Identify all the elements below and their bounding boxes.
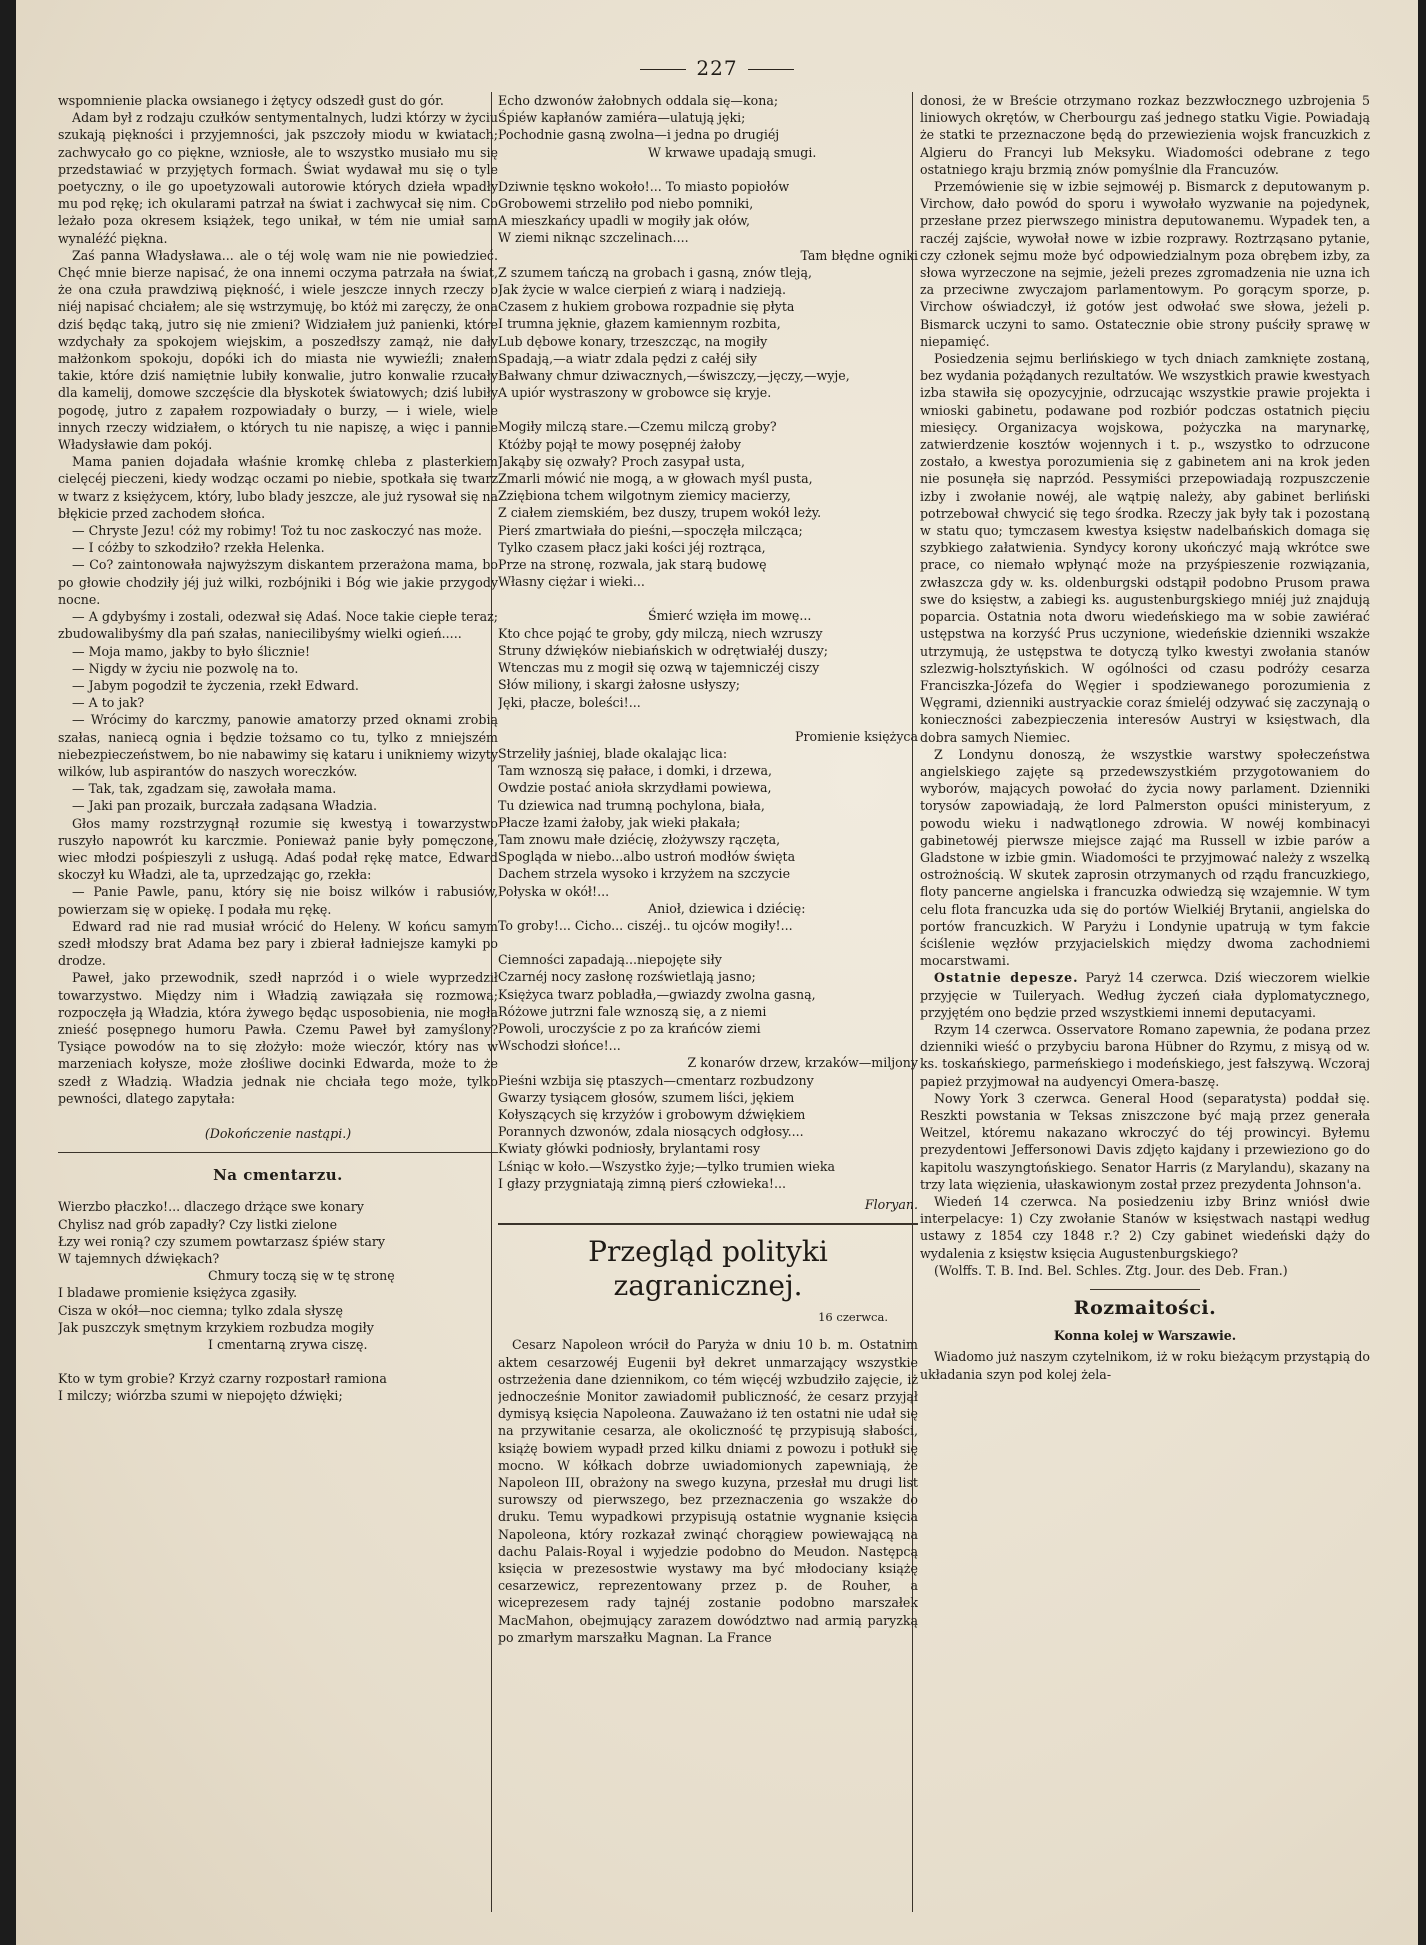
verse-line: Gwarzy tysiącem głosów, szumem liści, jękiem [498,1089,795,1105]
verse-line: To groby!... Cicho... ciszéj.. tu ojców mogiły!... [498,917,793,933]
verse-line: Wtenczas mu z mogił się ozwą w tajemniczéj ciszy [498,660,820,676]
verse-line: Tylko czasem płacz jaki kości jéj roztrąca, [498,539,766,555]
verse-line: Jęki, płacze, boleści!... [498,694,641,710]
dispatches-label: Ostatnie depesze. [934,970,1079,986]
verse-line: Słów miliony, i skargi żałosne usłyszy; [498,677,741,693]
verse-line: Tu dziewica nad trumną pochylona, biała, [498,797,765,813]
verse-line: Bałwany chmur dziwacznych,—świszczy,—jęczy,—wyje, [498,368,850,384]
verse-line: Chylisz nad grób zapadły? Czy listki zielone [58,1216,338,1232]
verse-line: Śpiéw kapłanów zamiéra—ulatują jęki; [498,110,746,126]
verse-line: Z konarów drzew, krzaków—miljony [687,1055,918,1071]
verse-line: Mogiły milczą stare.—Czemu milczą groby? [498,419,777,435]
verse-line: W krwawe upadają smugi. [648,144,817,160]
paragraph: — I cóżby to szkodziło? rzekła Helenka. [72,540,325,556]
page-number-text: 227 [696,56,738,80]
verse-line: Tam błędne ogniki [800,247,918,263]
verse-line: Z ciałem ziemskiém, bez duszy, trupem wokół leży. [498,505,822,521]
verse-line: Cisza w okół—noc ciemna; tylko zdala słyszę [58,1302,343,1318]
paragraph: Edward rad nie rad musiał wrócić do Heleny. W końcu samym szedł młodszy brat Adama bez pary i zbierał ładniejsze kamyki po drodze. [58,918,498,969]
verse-line: Lub dębowe konary, trzeszcząc, na mogiły [498,333,768,349]
verse-line: Spadają,—a wiatr zdala pędzi z całéj siły [498,350,758,366]
verse-line: Któżby pojął te mowy posępnéj żałoby [498,436,742,452]
stanza [498,418,918,590]
verse-line: W tajemnych dźwiękach? [58,1251,220,1266]
verse-line: Wschodzi słońce!... [498,1038,621,1054]
paragraph: Przemówienie się w izbie sejmowéj p. Bismarck z deputowanym p. Virchow, dało powód do sporu i wywołało wyzwanie na pojedynek, przesłane przez pierwszego ministra deputowanemu. Wypadek ten, a raczéj zajście, wywołał nowe w izbie rozprawy. Roztrząsano pytanie, czy członek sejmu może być odpowiedzialnym poza obrębem izby, za słowa wyrzeczone na sejmie, jeżeli prezes zgromadzenia nie uzna ich za przeciwne zwyczajom parlamentowym. Po gorącym sporze, p. Virchow oświadczył, iż gotów jest odwołać swe słowa, jeżeli p. Bismarck uczyni to samo. Ostatecznie obie strony puściły sprawę w niepamięć. [920,179,1370,349]
verse-line: Tam znowu małe dziécię, złożywszy rączęta, [498,831,781,847]
verse-line: I głazy przygniatają zimną pierś człowieka!... [498,1175,786,1191]
verse-line: Kto chce pojąć te groby, gdy milczą, niech wzruszy [498,625,823,641]
section-divider [1090,1289,1200,1290]
verse-line: Śmierć wzięła im mowę... [648,608,812,624]
section-divider [498,1223,918,1225]
verse-line: A mieszkańcy upadli w mogiły jak ołów, [498,213,751,229]
verse-line: Kto w tym grobie? Krzyż czarny rozpostarł ramiona [58,1371,387,1387]
verse-line: Grobowemi strzeliło pod niebo pomniki, [498,196,754,212]
verse-line: Wierzbo płaczko!... dlaczego drżące swe konary [58,1199,364,1215]
section-title: Rozmaitości. [1073,1297,1217,1320]
verse-line: A upiór wystraszony w grobowce się kryje. [498,385,772,401]
verse-line: Powoli, uroczyście z po za krańców ziemi [498,1020,761,1036]
story-continuation [58,92,498,1107]
verse-line: Promienie księżyca [795,728,918,744]
verse-line: Połyska w okół!... [498,883,610,899]
newspaper-page [16,0,1418,1945]
verse-line: Jakąby się ozwały? Proch zasypał usta, [498,453,746,469]
verse-line: Owdzie postać anioła skrzydłami powiewa, [498,780,772,796]
column-2 [498,92,918,1922]
verse-line: Czasem z hukiem grobowa rozpadnie się płyta [498,299,795,315]
paragraph: Cesarz Napoleon wrócił do Paryża w dniu 10 b. m. Ostatnim aktem cesarzowéj Eugenii był dekret unmarzający wszystkie ostrzeżenia dane dziennikom, co tém więcéj wzbudziło zajęcie, iż jednocześnie Monitor zawiadomił publiczność, że cesarz przyjął dymisyą księcia Napoleona. Zauważano iż ten ostatni nie udał się na przywitanie cesarza, ale okoliczność tę przypisują słabości, książę bowiem wypadł przed kilku dniami z powozu i potłukł się mocno. W kółkach dobrze uwiadomionych zapewniają, że Napoleon III, obrażony na swego kuzyna, przesłał mu drugi list surowszy od pierwszego, bez przeznaczenia go wszakże do druku. Temu wypadkowi przypisują ostatnie wygnanie księcia Napoleona, który rozkazał zwinąć chorągiew powiewającą na dachu Palais-Royal i wyjedzie podobno do Meudon. Następcą księcia w prezesostwie wystawy ma być młodociany książę cesarzewicz, reprezentowany przez p. de Rouher, a wiceprezesem rady tajnéj zostanie podobno marszałek MacMahon, obejmujący zarazem dowództwo nad armią paryzką po zmarłym marszałku Magnan. La France [498,1337,918,1645]
paragraph: — Panie Pawle, panu, który się nie boisz wilków i rabusiów, powierzam się w opiekę. I podała mu rękę. [58,884,498,917]
sources: (Wolffs. T. B. Ind. Bel. Schles. Ztg. Jour. des Deb. Fran.) [934,1262,1288,1278]
paragraph: wspomnienie placka owsianego i żętycy odszedł gust do gór. [58,93,444,108]
column-1 [58,92,498,1922]
verse-line: I cmentarną zrywa ciszę. [208,1337,368,1353]
verse-line: Prze na stronę, rozwala, jak starą budowę [498,557,767,573]
verse-line: Spogląda w niebo...albo ustroń modłów święta [498,849,796,865]
paragraph: — Nigdy w życiu nie pozwolę na to. [72,660,299,676]
dispatch [920,969,1370,1021]
paragraph: — Tak, tak, zgadzam się, zawołała mama. [72,781,337,797]
paragraph: Mama panien dojadała właśnie kromkę chleba z plasterkiem cielęcéj pieczeni, kiedy wodząc oczami po niebie, spotkała się twarz w twarz z księżycem, który, lubo blady jeszcze, ale już rysował się na błękicie przed zachodem słońca. [58,454,498,521]
paragraph: Wiadomo już naszym czytelnikom, iż w roku bieżącym przystąpią do układania szyn pod kolej żela- [920,1349,1370,1382]
dateline: 16 czerwca. [818,1310,888,1325]
verse-line: Z szumem tańczą na grobach i gasną, znów tleją, [498,264,812,280]
dispatch: Nowy York 3 czerwca. General Hood (separatysta) poddał się. Reszkti powstania w Teksas zniszczone być mają przez generała Weitzel, któremu nakazano wkroczyć do téj prowincyi. Byłemu prezydentowi Jeffersonowi Davis zdjęto kajdany i przewieziono go do kapitolu waszyngtońskiego. Senator Harris (z Marylandu), skazany na trzy lata więzienia, ułaskawionym został przez prezydenta Johnson'a. [920,1090,1370,1192]
dispatch: Wiedeń 14 czerwca. Na posiedzeniu izby Brinz wniósł dwie interpelacye: 1) Czy zwołanie Stanów w księstwach nastąpi według ustawy z 1854 czy 1848 r.? 2) Czy gabinet wiedeński dąży do wydalenia z księstw księcia Augustenburgskiego? [920,1194,1370,1261]
subsection-title: Konna kolej w Warszawie. [1053,1328,1237,1344]
stanza [498,607,918,710]
verse-line: Jak puszczyk smętnym krzykiem rozbudza mogiły [58,1319,374,1335]
paragraph: — Chryste Jezu! cóż my robimy! Toż tu noc zaskoczyć nas może. [72,523,482,539]
poem [58,1198,498,1404]
verse-line: Czarnéj nocy zasłonę rozświetlają jasno; [498,969,756,985]
paragraph: — Moja mamo, jakby to było ślicznie! [72,643,311,659]
verse-line: Księżyca twarz pobladła,—gwiazdy zwolna gasną, [498,986,816,1002]
paragraph: Adam był z rodzaju czułków sentymentalnych, ludzi którzy w życiu szukają piękności i przyjemności, jak pszczoły miodu w kwiatach; zachwycało go co piękne, wzniosłe, ale to wszystko musiało mu się przedstawiać w przyjętych formach. Świat wydawał mu się o tyle poetyczny, o ile go upoetyzowali autorowie których dzieła wpadły mu pod rękę; ich okularami patrzał na świat i zachwycał się nim. Co leżało poza okresem książek, tego unikał, w tém nie umiał sam wynaléźć piękna. [58,110,498,246]
stanza [498,951,918,1192]
verse-line: W ziemi niknąc szczelinach.... [498,230,689,246]
stanza [498,728,918,934]
verse-line: Ciemności zapadają...niepojęte siły [498,952,722,968]
paragraph: Paweł, jako przewodnik, szedł naprzód i o wiele wyprzedził towarzystwo. Między nim i Władzią zawiązała się rozmowa; rozpoczęła ją Władzia, która żywego będąc usposobienia, nie mogła znieść posępnego humoru Pawła. Czemu Paweł był zamyślony? Tysiące powodów na to się złożyło: może wieczór, który nas w marzeniach kołysze, może złośliwe docinki Edwarda, może to że szedł z Władzią. Władzia jednak nie chciała tego może, tylko pewności, dlatego zapytała: [58,970,498,1106]
column-3 [920,92,1370,1922]
stanza [498,92,918,161]
verse-line: Strzeliły jaśniej, blade okalając lica: [498,745,728,761]
verse-line: Własny ciężar i wieki... [498,574,645,590]
verse-line: Porannych dzwonów, zdala niosących odgłosy.... [498,1124,804,1140]
paragraph: Zaś panna Władysława... ale o téj wolę wam nie nie powiedzieć. Chęć mnie bierze napisać, że ona innemi oczyma patrzała na świat, że ona czuła prawdziwą piękność, i wiele jeszcze innych rzeczy o niéj napisać chciałem; ale się wstrzymuję, bo któż mi zaręczy, że ona dziś będąc taką, jutro się nie zmieni? Widziałem już panienki, które wzdychały za spokojem wiejskim, a poszedłszy zamąż, nie dały małżonkom spokoju, dopóki ich do miasta nie wywieźli; znałem takie, które dziś namiętnie lubiły konwalie, jutro konwalie rzucały dla kamelij, domowe szczęście dla błyskotek światowych; dziś lubiły pogodę, jutro z zapałem rozpowiadały o burzy, — i wiele, wiele innych rzeczy widziałem, o których tu nie napiszę, a więc i pannie Władysławie dam pokój. [58,247,498,453]
verse-line: I trumna jęknie, głazem kamiennym rozbita, [498,316,781,332]
paragraph: Z Londynu donoszą, że wszystkie warstwy społeczeństwa angielskiego zajęte są przedewszystkiém przygotowaniem do wyborów, mających powołać do życia nowy parlament. Dzienniki torysów zapowiadają, że lord Palmerston opuści ministeryum, z powodu wieku i nadwątlonego zdrowia. W nowéj kombinacyi gabinetowéj pierwsze miejsce zająć ma Russell w izbie parów a Gladstone w izbie gmin. Wiadomości te przyjmować należy z wszelką ostrożnością. W skutek zaprosin otrzymanych od rządu francuzkiego, floty pancerne angielska i francuzka odwiedzą się wzajemnie. W tym celu flota francuzka uda się do portów Wielkiéj Brytanii, angielska do portów francuzkich. W Paryżu i Londynie upatrują w tym fakcie ściślenie węzłów przyjacielskich między dwoma zachodniemi mocarstwami. [920,746,1370,969]
paragraph: — A gdybyśmy i zostali, odezwał się Adaś. Noce takie ciepłe teraz; zbudowalibyśmy dla pań szałas, naniecilibyśmy wielki ogień..... [58,609,498,642]
verse-line: Zmarli mówić nie mogą, a w głowach myśl pusta, [498,471,813,487]
verse-line: Dachem strzela wysoko i krzyżem na szczycie [498,866,791,882]
paragraph: Posiedzenia sejmu berlińskiego w tych dniach zamknięte zostaną, bez wydania pożądanych rezultatów. We wszystkich prawie kwestyach izba stawiła się opozycyjnie, odrzucając wszystkie prawie projekta i wnioski gabinetu, podawane pod rozbiór podczas ostatnich pięciu miesięcy. Organizacya wojskowa, pożyczka na marynarkę, zatwierdzenie kosztów wojennych i t. p., wszystko to odrzucone zostało, a kwestya porozumienia się z gabinetem ani na krok jeden nie posunęła się naprzód. Pessymiści przepowiadają rozpuszczenie izby i zwołanie nowéj, ale wątpię należy, aby gabinet berliński potrzebował chwycić się tego środka. Rzeczy jak były tak i pozostaną w statu quo; tymczasem kwestya księstw nadelbańskich domaga się szybkiego załatwienia. Syndycy korony ukończyć mają wkrótce swe prace, co niemało wpłynąć może na przyśpieszenie rozwiązania, zwłaszcza gdy w. ks. oldenburgski odstąpił podobno Prusom prawa swe do księstw, a zabiegi ks. augustenburgskiego mniéj już znajdują poparcia. Ostatnia nota dworu wiedeńskiego ma w sobie zawiérać ustępstwa na korzyść Prus uczynione, wiedeńskie dzienniki wszakże utrzymują, że ustępstwa te dotyczą tylko kwestyi zwołania stanów szlezwig-holsztyńskich. W ogólności od czasu podróży cesarza Franciszka-Józefa do Węgier i spodziewanego porozumienia z Węgrami, dzienniki austryackie coraz śmieléj odzywać się zaczynają o konieczności zabezpieczenia interesów Austryi w księstwach, dla dobra samych Niemiec. [920,351,1370,745]
paragraph: — Co? zaintonowała najwyższym diskantem przerażona mama, bo po głowie chodziły jéj już wilki, rozbójniki i Bóg wie jakie przygody nocne. [58,557,498,607]
paragraph: — Wrócimy do karczmy, panowie amatorzy przed oknami zrobią szałas, naniecą ognia i będzie tożsamo co tu, tylko z mniejszém niebezpieczeństwem, bo nie nabawimy się kataru i unikniemy wizyty wilków, lub aspirantów do naszych woreczków. [58,712,498,779]
dispatch-text: Paryż 14 czerwca. Dziś wieczorem wielkie przyjęcie w Tuileryach. Według życzeń ciała dyplomatycznego, przyjętém ono będzie przed wszystkiemi innemi deputacyami. [920,970,1370,1020]
verse-line: Różowe jutrzni fale wznoszą się, a z niemi [498,1003,767,1019]
poem-continuation [498,92,918,1213]
verse-line: Łzy wei ronią? czy szumem powtarzasz śpiéw stary [58,1233,386,1249]
verse-line: Struny dźwięków niebiańskich w odrętwiałéj duszy; [498,642,828,658]
verse-line: Zziębiona tchem wilgotnym ziemicy macierzy, [498,488,791,504]
verse-line: Chmury toczą się w tę stronę [208,1268,395,1284]
poem-title: Na cmentarzu. [213,1166,343,1185]
verse-line: I milczy; wiórzba szumi w niepojęto dźwięki; [58,1388,343,1404]
paragraph: donosi, że w Breście otrzymano rozkaz bezzwłocznego uzbrojenia 5 liniowych okrętów, w Cherbourgu zaś jednego statku Vigie. Powiadają że statki te przeznaczone będą do przewiezienia wojsk francuzkich z Algieru do Francyi lub Meksyku. Wiadomości odebrane z tego ostatniego kraju brzmią znów pomyślnie dla Francuzów. [920,93,1370,177]
verse-line: I bladawe promienie księżyca zgasiły. [58,1285,298,1301]
verse-line: Pieśni wzbija się ptaszych—cmentarz rozbudzony [498,1072,814,1088]
section-divider [58,1152,498,1153]
verse-line: Kołyszących się krzyżów i grobowym dźwiękiem [498,1106,806,1122]
verse-line: Płacze łzami żałoby, jak wieki płakała; [498,814,741,830]
paragraph: — A to jak? [72,695,145,711]
verse-line: Tam wznoszą się pałace, i domki, i drzewa, [498,763,772,779]
verse-line: Kwiaty główki podniosły, brylantami rosy [498,1141,761,1157]
verse-line: Dziwnie tęskno wokoło!... To miasto popiołów [498,178,790,194]
page-number [16,56,1418,80]
paragraph: — Jaki pan prozaik, burczała zadąsana Władzia. [72,798,378,814]
verse-line: Echo dzwonów żałobnych oddala się—kona; [498,93,779,108]
paragraph: Głos mamy rozstrzygnął rozumie się kwestyą i towarzystwo ruszyło napowrót ku karczmie. Ponieważ panie były pomęczone, wiec młodzi pośpieszyli z usługą. Adaś podał rękę matce, Edward skoczył ku Władzi, ale ta, uprzedzając go, rzekła: [58,815,498,883]
verse-line: Pochodnie gasną zwolna—i jedna po drugiéj [498,127,780,143]
verse-line: Anioł, dziewica i dziécię: [648,900,806,916]
author-signature: Floryan. [864,1196,918,1212]
verse-line: Lśniąc w koło.—Wszystko żyje;—tylko trumien wieka [498,1158,835,1174]
verse-line: Pierś zmartwiała do pieśni,—spoczęła milcząca; [498,522,803,538]
to-be-continued: (Dokończenie nastąpi.) [204,1125,352,1141]
stanza [498,178,918,402]
paragraph: — Jabym pogodził te życzenia, rzekł Edward. [72,677,359,693]
dispatch: Rzym 14 czerwca. Osservatore Romano zapewnia, że podana przez dzienniki wieść o przybyciu barona Hübner do Rzymu, z misyą od w. ks. toskańskiego, parmeńskiego i modeńskiego, jest fałszywą. Wczoraj papież przyjmował na audyencyi Omera-baszę. [920,1021,1370,1089]
section-title: Przegląd polityki zagranicznej. [588,1235,828,1303]
verse-line: Jak życie w walce cierpień z wiarą i nadzieją. [498,282,787,298]
